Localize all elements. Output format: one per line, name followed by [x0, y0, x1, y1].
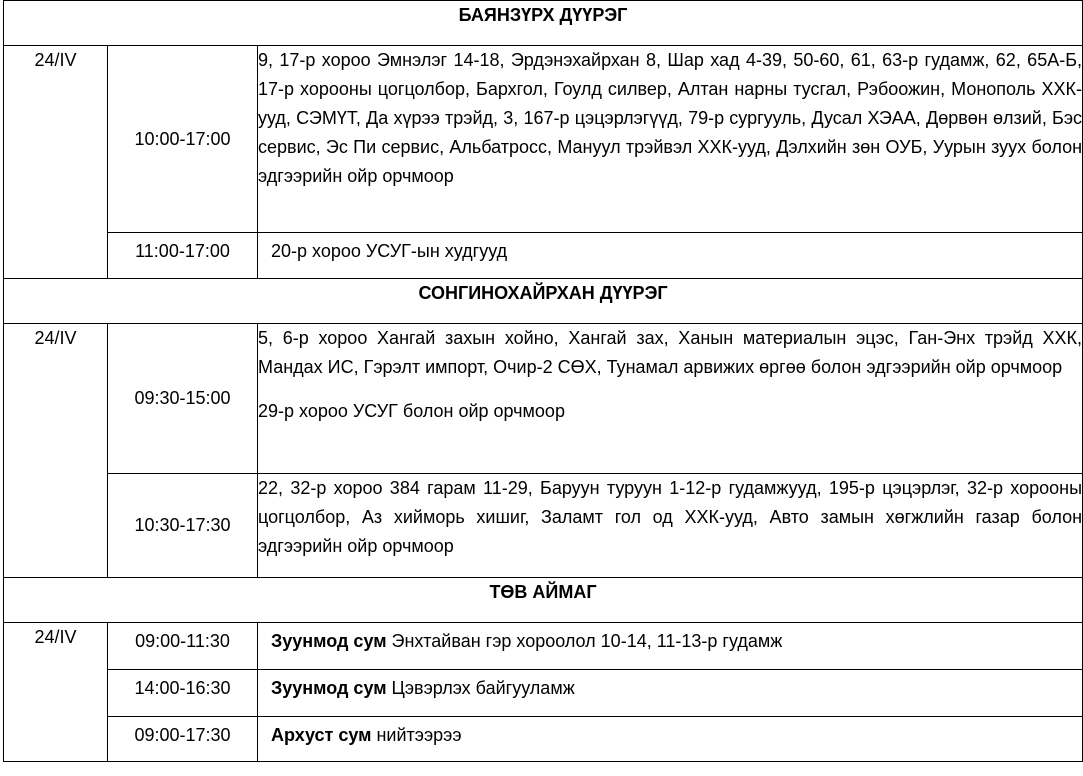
- location-text: нийтээрээ: [371, 725, 462, 745]
- section-header-row: [4, 578, 1083, 623]
- table-row: [4, 717, 1083, 762]
- time-cell: 09:00-11:30: [108, 623, 258, 670]
- location-text: Цэвэрлэх байгууламж: [386, 678, 575, 698]
- table-row: [4, 670, 1083, 717]
- location-cell: [258, 717, 1083, 762]
- time-cell: 09:30-15:00: [108, 324, 258, 474]
- soum-name: Архуст сум: [271, 725, 372, 745]
- time-cell: 10:00-17:00: [108, 46, 258, 233]
- time-cell: 11:00-17:00: [108, 233, 258, 279]
- location-cell: [258, 623, 1083, 670]
- location-paragraph: 5, 6-р хороо Хангай захын хойно, Хангай зах, Ханын материалын эцэс, Ган-Энх трэйд ХХК, Мандах ИС, Гэрэлт импорт, Очир-2 СӨХ, Тунамал арвижих өргөө болон эдгээрийн ойр орчмоор: [258, 328, 1083, 377]
- province-header-tuv: ТӨВ АЙМАГ: [4, 578, 1083, 623]
- location-cell: 22, 32-р хороо 384 гарам 11-29, Баруун туруун 1-12-р гудамжууд, 195-р цэцэрлэг, 32-р хорооны цогцолбор, Аз хийморь хишиг, Заламт гол од ХХК-ууд, Авто замын хөгжлийн газар болон эдгээрийн ойр орчмоор: [258, 474, 1083, 578]
- district-header-bayanzurkh: БАЯНЗҮРХ ДҮҮРЭГ: [4, 1, 1083, 46]
- time-cell: 10:30-17:30: [108, 474, 258, 578]
- table-row: [4, 474, 1083, 578]
- location-cell: [258, 670, 1083, 717]
- location-text: Энхтайван гэр хороолол 10-14, 11-13-р гудамж: [386, 631, 783, 651]
- soum-name: Зуунмод сум: [271, 631, 387, 651]
- location-paragraph: 29-р хороо УСУГ болон ойр орчмоор: [258, 401, 565, 421]
- date-cell: 24/IV: [4, 623, 108, 762]
- location-cell: 9, 17-р хороо Эмнэлэг 14-18, Эрдэнэхайрхан 8, Шар хад 4-39, 50-60, 61, 63-р гудамж, 62, 65А-Б, 17-р хорооны цогцолбор, Бархгол, Гоулд силвер, Алтан нарны тусгал, Рэбоожин, Монополь ХХК-ууд, СЭМҮТ, Да хүрээ трэйд, 3, 167-р цэцэрлэгүүд, 79-р сургууль, Дусал ХЭАА, Дөрвөн өлзий, Бэс сервис, Эс Пи сервис, Альбатросс, Мануул трэйвэл ХХК-ууд, Дэлхийн зөн ОУБ, Уурын зуух болон эдгээрийн ойр орчмоор: [258, 46, 1083, 233]
- soum-name: Зуунмод сум: [271, 678, 387, 698]
- district-header-songinokhairkhan: СОНГИНОХАЙРХАН ДҮҮРЭГ: [4, 279, 1083, 324]
- date-cell: 24/IV: [4, 46, 108, 279]
- table-row: [4, 623, 1083, 670]
- time-cell: 09:00-17:30: [108, 717, 258, 762]
- section-header-row: [4, 1, 1083, 46]
- table-row: [4, 46, 1083, 233]
- date-cell: 24/IV: [4, 324, 108, 578]
- outage-schedule-table: [3, 0, 1083, 762]
- table-row: [4, 233, 1083, 279]
- location-cell: [258, 324, 1083, 474]
- time-cell: 14:00-16:30: [108, 670, 258, 717]
- table-row: [4, 324, 1083, 474]
- section-header-row: [4, 279, 1083, 324]
- location-cell: 20-р хороо УСУГ-ын худгууд: [258, 233, 1083, 279]
